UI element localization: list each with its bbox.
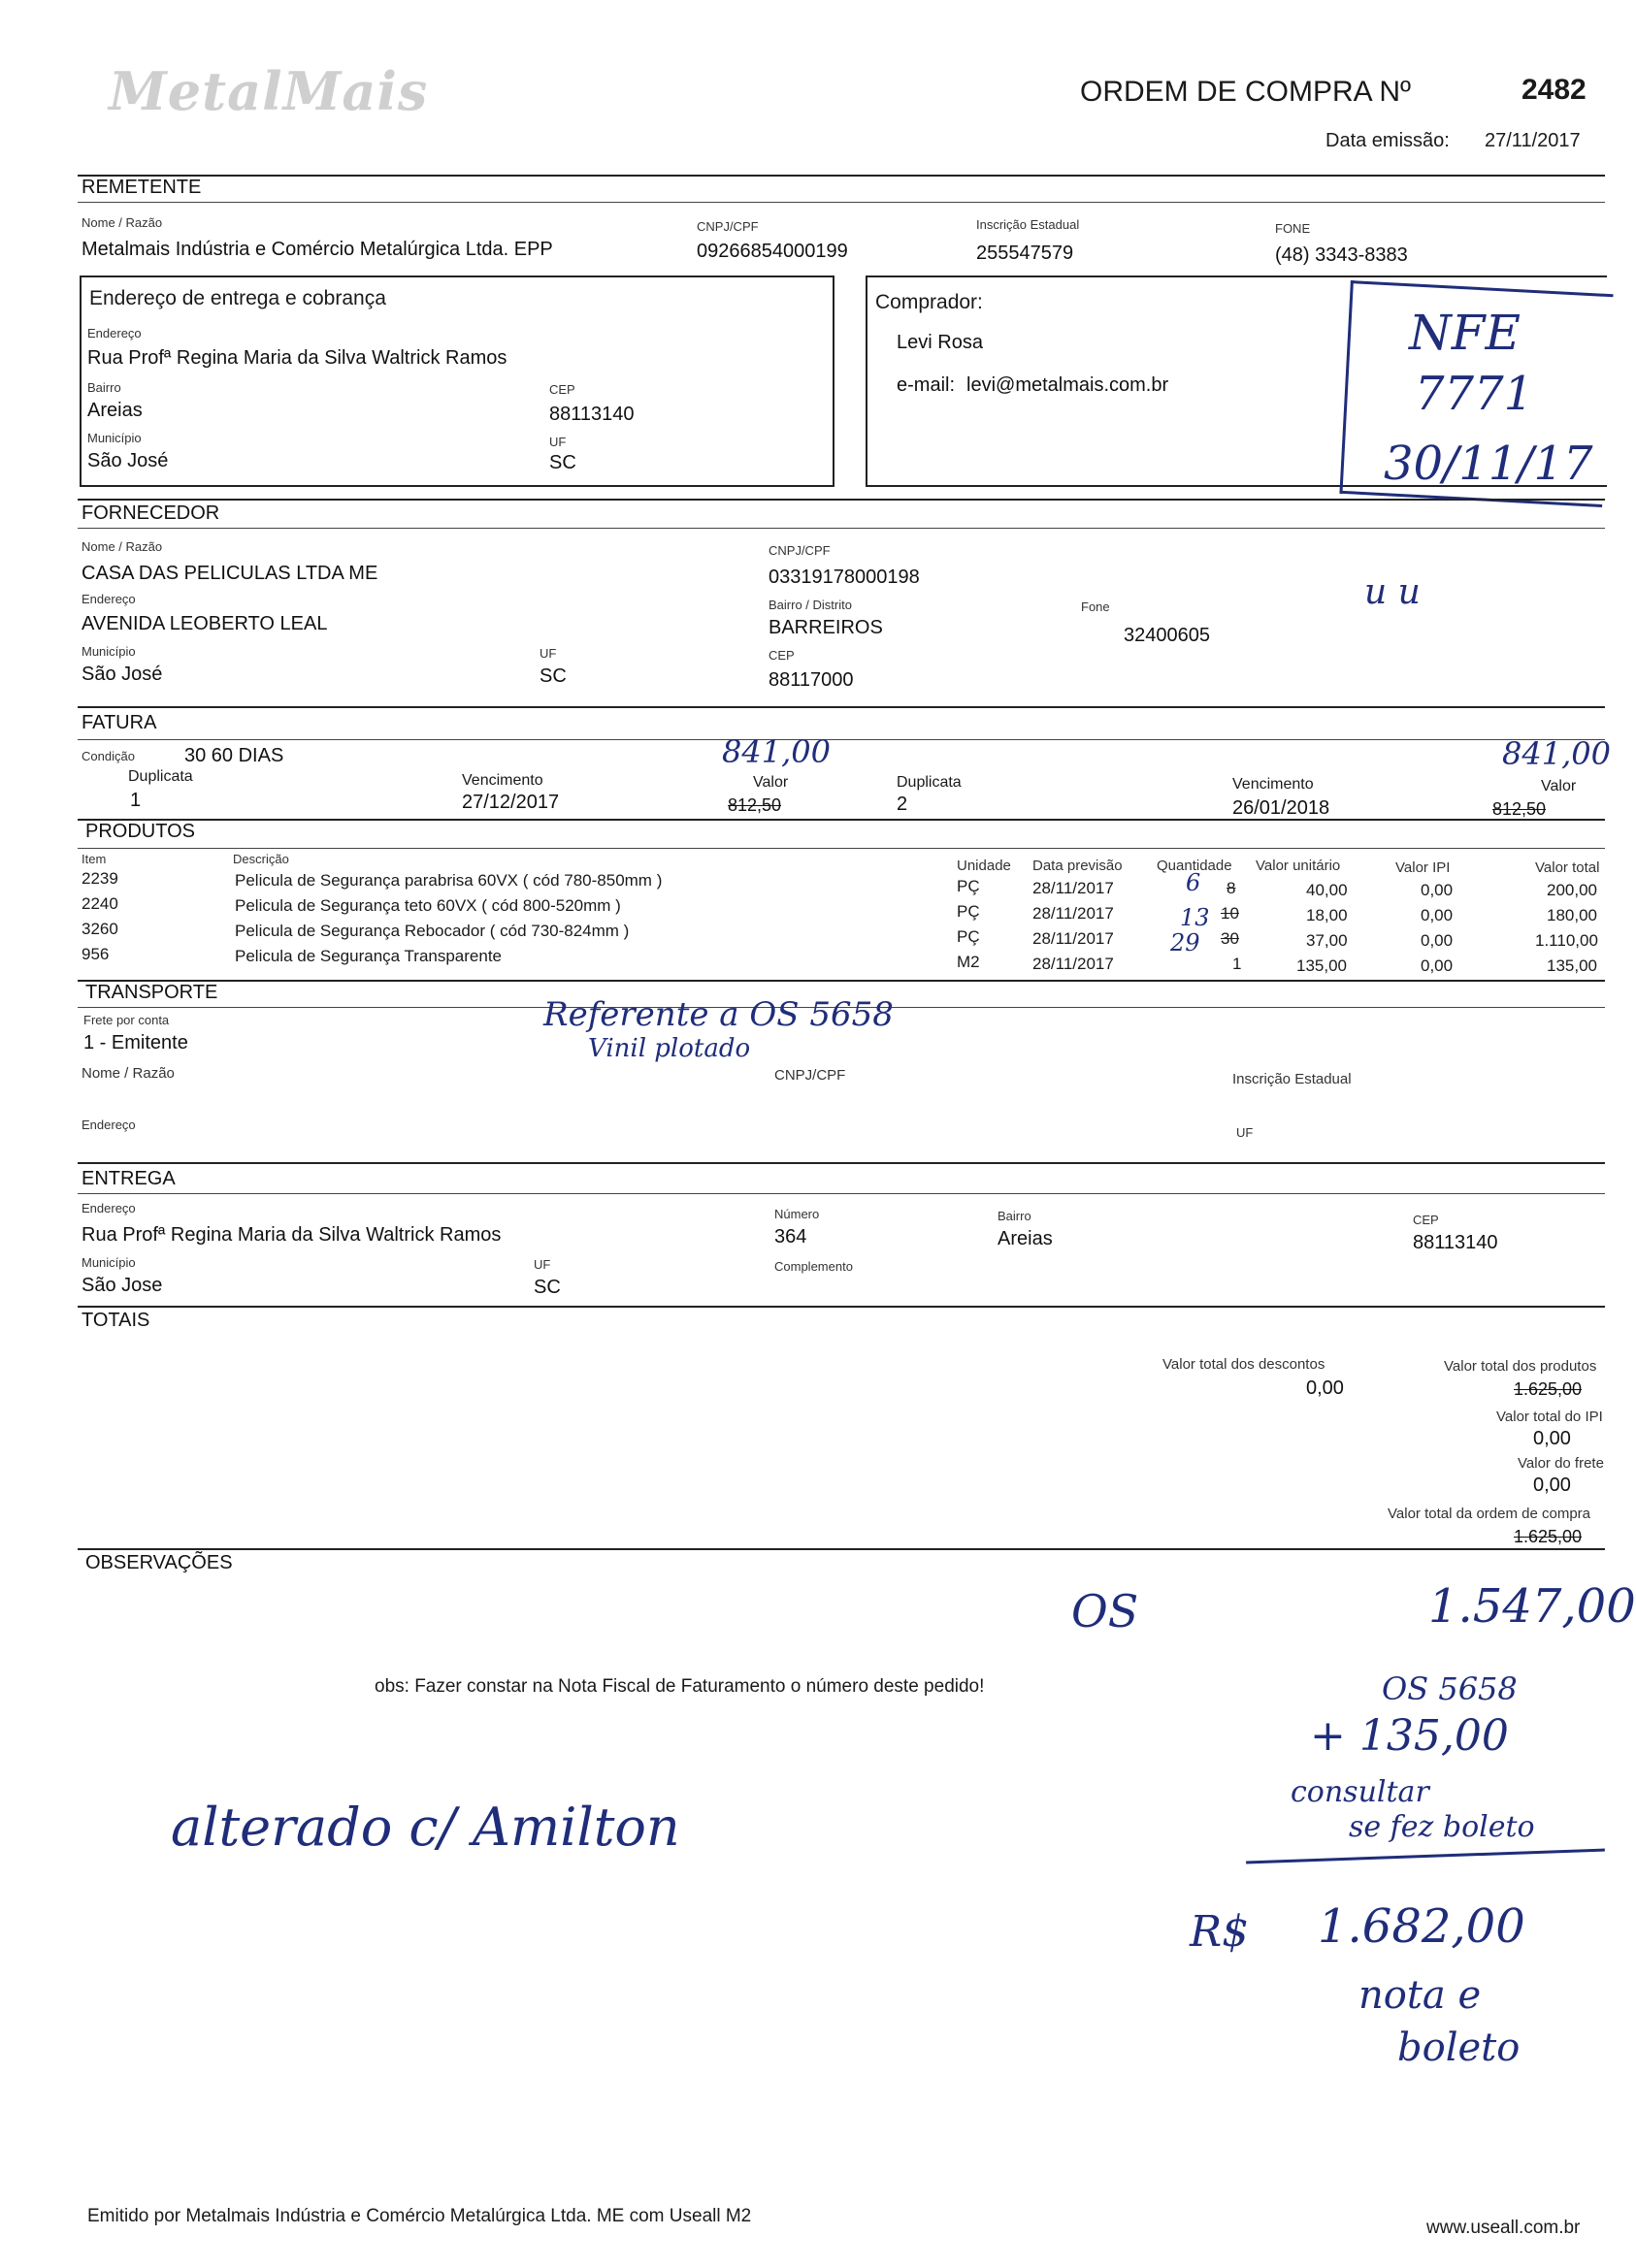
transporte-name-label: Nome / Razão bbox=[82, 1065, 175, 1082]
produtos-divider bbox=[78, 848, 1605, 849]
row4-date: 28/11/2017 bbox=[1032, 955, 1114, 973]
entrega-complement-label: Complemento bbox=[774, 1259, 853, 1274]
freight-total-label: Valor do frete bbox=[1518, 1455, 1604, 1472]
produtos-divider-top bbox=[78, 819, 1605, 821]
row2-desc: Pelicula de Segurança teto 60VX ( cód 800-520mm ) bbox=[235, 896, 621, 915]
col-date: Data previsão bbox=[1032, 858, 1123, 874]
fornecedor-cnpj: 03319178000198 bbox=[769, 567, 920, 588]
products-total-value: 1.625,00 bbox=[1514, 1379, 1583, 1399]
freight-value: 1 - Emitente bbox=[83, 1032, 188, 1053]
entrega-divider bbox=[78, 1193, 1605, 1194]
issue-date-label: Data emissão: bbox=[1325, 130, 1450, 151]
row1-qty: 8 bbox=[1227, 879, 1236, 897]
os-number-note: OS 5658 bbox=[1382, 1670, 1518, 1707]
venc2-label: Vencimento bbox=[1232, 776, 1314, 793]
remetente-phone-label: FONE bbox=[1275, 221, 1311, 236]
dup2-label: Duplicata bbox=[897, 774, 962, 791]
final-total-note: 1.682,00 bbox=[1318, 1899, 1525, 1954]
row1-date: 28/11/2017 bbox=[1032, 879, 1114, 897]
entrega-district-label: Bairro bbox=[998, 1209, 1031, 1223]
entrega-city: São Jose bbox=[82, 1275, 163, 1296]
remetente-name-label: Nome / Razão bbox=[82, 215, 163, 230]
ipi-total-value: 0,00 bbox=[1533, 1428, 1571, 1449]
nfe-label: NFE bbox=[1409, 305, 1521, 361]
buyer-email-label: e-mail: bbox=[897, 374, 956, 396]
row2-unit: PÇ bbox=[957, 902, 980, 921]
delivery-city: São José bbox=[87, 450, 169, 471]
freight-label: Frete por conta bbox=[83, 1013, 170, 1027]
entrega-heading: ENTREGA bbox=[82, 1168, 176, 1189]
delivery-city-label: Município bbox=[87, 431, 142, 445]
vinil-note: Vinil plotado bbox=[588, 1034, 751, 1063]
entrega-divider-top bbox=[78, 1162, 1605, 1164]
valor1-value: 812,50 bbox=[728, 795, 782, 815]
fornecedor-divider bbox=[78, 528, 1605, 529]
fornecedor-uf: SC bbox=[540, 665, 567, 687]
col-desc: Descrição bbox=[233, 852, 289, 866]
company-logo: MetalMais bbox=[109, 60, 429, 122]
row4-qty: 1 bbox=[1232, 955, 1242, 973]
fornecedor-uf-label: UF bbox=[540, 646, 557, 661]
handwritten-underline bbox=[1246, 1849, 1605, 1864]
dup1-value: 1 bbox=[130, 790, 142, 811]
row3-qty: 30 bbox=[1221, 929, 1239, 948]
header-divider bbox=[78, 175, 1605, 177]
products-total-label: Valor total dos produtos bbox=[1444, 1358, 1597, 1375]
fornecedor-city: São José bbox=[82, 664, 163, 685]
totais-divider-top bbox=[78, 1306, 1605, 1308]
remetente-ie-label: Inscrição Estadual bbox=[976, 217, 1080, 232]
valor2-handwritten: 841,00 bbox=[1502, 735, 1611, 772]
delivery-billing-title: Endereço de entrega e cobrança bbox=[89, 287, 386, 309]
obs-divider-top bbox=[78, 1548, 1605, 1550]
valor2-label: Valor bbox=[1541, 778, 1577, 794]
delivery-uf: SC bbox=[549, 452, 576, 473]
row3-unit-price: 37,00 bbox=[1306, 931, 1348, 950]
qty3-handwritten: 29 bbox=[1170, 929, 1200, 956]
delivery-cep: 88113140 bbox=[549, 404, 635, 425]
row3-desc: Pelicula de Segurança Rebocador ( cód 730-824mm ) bbox=[235, 922, 630, 940]
fornecedor-address-label: Endereço bbox=[82, 592, 136, 606]
observacoes-heading: OBSERVAÇÕES bbox=[85, 1552, 233, 1573]
plus-note: + 135,00 bbox=[1310, 1711, 1509, 1761]
delivery-address-label: Endereço bbox=[87, 326, 142, 340]
fornecedor-cep: 88117000 bbox=[769, 669, 854, 691]
row1-item: 2239 bbox=[82, 869, 118, 888]
delivery-district-label: Bairro bbox=[87, 380, 121, 395]
footer-website[interactable]: www.useall.com.br bbox=[1426, 2218, 1581, 2238]
referente-note: Referente a OS 5658 bbox=[543, 995, 894, 1034]
alterado-note: alterado c/ Amilton bbox=[171, 1797, 680, 1858]
buyer-title: Comprador: bbox=[875, 291, 983, 313]
row2-ipi: 0,00 bbox=[1421, 906, 1454, 924]
fornecedor-cnpj-label: CNPJ/CPF bbox=[769, 543, 831, 558]
fornecedor-divider-top bbox=[78, 499, 1605, 501]
fornecedor-address: AVENIDA LEOBERTO LEAL bbox=[82, 613, 328, 634]
col-unit-price: Valor unitário bbox=[1256, 858, 1341, 874]
transporte-cnpj-label: CNPJ/CPF bbox=[774, 1067, 846, 1084]
remetente-cnpj: 09266854000199 bbox=[697, 241, 848, 262]
row4-unit: M2 bbox=[957, 953, 980, 971]
discount-value: 0,00 bbox=[1306, 1377, 1344, 1399]
row1-unit-price: 40,00 bbox=[1306, 881, 1348, 899]
delivery-address: Rua Profª Regina Maria da Silva Waltrick Ramos bbox=[87, 347, 507, 369]
fatura-condition: 30 60 DIAS bbox=[184, 745, 284, 766]
transporte-ie-label: Inscrição Estadual bbox=[1232, 1071, 1352, 1087]
qty2-handwritten: 13 bbox=[1180, 904, 1210, 931]
fornecedor-phone: 32400605 bbox=[1124, 625, 1210, 646]
nfe-date: 30/11/17 bbox=[1384, 437, 1593, 491]
remetente-name: Metalmais Indústria e Comércio Metalúrgica Ltda. EPP bbox=[82, 239, 553, 260]
row4-unit-price: 135,00 bbox=[1296, 956, 1347, 975]
row1-desc: Pelicula de Segurança parabrisa 60VX ( cód 780-850mm ) bbox=[235, 871, 663, 890]
row4-desc: Pelicula de Segurança Transparente bbox=[235, 947, 503, 965]
valor1-handwritten: 841,00 bbox=[722, 733, 831, 770]
row3-total: 1.110,00 bbox=[1535, 931, 1598, 950]
row2-item: 2240 bbox=[82, 894, 118, 913]
order-number: 2482 bbox=[1521, 74, 1587, 106]
row3-ipi: 0,00 bbox=[1421, 931, 1454, 950]
dup1-label: Duplicata bbox=[128, 768, 193, 785]
fornecedor-cep-label: CEP bbox=[769, 648, 795, 663]
row2-total: 180,00 bbox=[1547, 906, 1597, 924]
consultar-note: consultar bbox=[1291, 1775, 1429, 1809]
fornecedor-name: CASA DAS PELICULAS LTDA ME bbox=[82, 563, 378, 584]
handwritten-initials: u u bbox=[1364, 572, 1421, 612]
transporte-heading: TRANSPORTE bbox=[85, 982, 218, 1003]
entrega-address: Rua Profª Regina Maria da Silva Waltrick Ramos bbox=[82, 1224, 502, 1246]
col-item: Item bbox=[82, 852, 107, 866]
venc1-value: 27/12/2017 bbox=[462, 792, 560, 813]
issue-date: 27/11/2017 bbox=[1485, 130, 1581, 151]
transporte-divider-top bbox=[78, 980, 1605, 982]
fatura-divider-top bbox=[78, 706, 1605, 708]
os-total-note: 1.547,00 bbox=[1428, 1579, 1636, 1634]
row4-item: 956 bbox=[82, 945, 110, 963]
row2-unit-price: 18,00 bbox=[1306, 906, 1348, 924]
entrega-cep: 88113140 bbox=[1413, 1232, 1498, 1253]
transporte-uf-label: UF bbox=[1236, 1125, 1254, 1140]
fatura-condition-label: Condição bbox=[82, 749, 135, 763]
footer-emitted-by: Emitido por Metalmais Indústria e Comércio Metalúrgica Ltda. ME com Useall M2 bbox=[87, 2206, 752, 2226]
buyer-name: Levi Rosa bbox=[897, 332, 983, 353]
buyer-email: levi@metalmais.com.br bbox=[966, 374, 1169, 396]
entrega-number: 364 bbox=[774, 1226, 807, 1247]
se-fez-boleto-note: se fez boleto bbox=[1349, 1810, 1535, 1844]
entrega-cep-label: CEP bbox=[1413, 1213, 1439, 1227]
rs-note: R$ bbox=[1190, 1907, 1250, 1957]
transporte-address-label: Endereço bbox=[82, 1118, 136, 1132]
col-unit: Unidade bbox=[957, 858, 1011, 874]
fatura-heading: FATURA bbox=[82, 712, 157, 733]
col-ipi: Valor IPI bbox=[1395, 859, 1451, 876]
fornecedor-city-label: Município bbox=[82, 644, 136, 659]
row1-total: 200,00 bbox=[1547, 881, 1597, 899]
remetente-divider bbox=[78, 202, 1605, 203]
venc1-label: Vencimento bbox=[462, 772, 543, 789]
fornecedor-district: BARREIROS bbox=[769, 617, 883, 638]
remetente-heading: REMETENTE bbox=[82, 177, 202, 198]
delivery-uf-label: UF bbox=[549, 435, 567, 449]
entrega-district: Areias bbox=[998, 1228, 1053, 1249]
delivery-district: Areias bbox=[87, 400, 143, 421]
valor1-label: Valor bbox=[753, 774, 789, 791]
remetente-ie: 255547579 bbox=[976, 243, 1074, 264]
row2-qty: 10 bbox=[1221, 904, 1239, 923]
order-total-label: Valor total da ordem de compra bbox=[1388, 1506, 1590, 1522]
freight-total-value: 0,00 bbox=[1533, 1474, 1571, 1496]
order-total-value: 1.625,00 bbox=[1514, 1527, 1583, 1546]
entrega-address-label: Endereço bbox=[82, 1201, 136, 1215]
nota-note: nota e bbox=[1358, 1973, 1482, 2018]
entrega-uf: SC bbox=[534, 1277, 561, 1298]
remetente-cnpj-label: CNPJ/CPF bbox=[697, 219, 759, 234]
valor2-value: 812,50 bbox=[1492, 799, 1547, 819]
fatura-divider bbox=[78, 739, 1605, 740]
row1-ipi: 0,00 bbox=[1421, 881, 1454, 899]
row3-item: 3260 bbox=[82, 920, 118, 938]
dup2-value: 2 bbox=[897, 794, 908, 815]
ipi-total-label: Valor total do IPI bbox=[1496, 1409, 1603, 1425]
delivery-cep-label: CEP bbox=[549, 382, 575, 397]
qty1-handwritten: 6 bbox=[1186, 869, 1201, 896]
discount-label: Valor total dos descontos bbox=[1162, 1356, 1325, 1373]
nfe-number: 7771 bbox=[1415, 367, 1534, 421]
venc2-value: 26/01/2018 bbox=[1232, 797, 1330, 819]
fornecedor-heading: FORNECEDOR bbox=[82, 502, 220, 524]
row4-ipi: 0,00 bbox=[1421, 956, 1454, 975]
fornecedor-district-label: Bairro / Distrito bbox=[769, 598, 852, 612]
row3-date: 28/11/2017 bbox=[1032, 929, 1114, 948]
remetente-phone: (48) 3343-8383 bbox=[1275, 244, 1408, 266]
row1-unit: PÇ bbox=[957, 877, 980, 895]
fornecedor-name-label: Nome / Razão bbox=[82, 539, 163, 554]
row2-date: 28/11/2017 bbox=[1032, 904, 1114, 923]
entrega-uf-label: UF bbox=[534, 1257, 551, 1272]
os-note: OS bbox=[1071, 1585, 1139, 1637]
col-total: Valor total bbox=[1535, 859, 1600, 876]
page-title: ORDEM DE COMPRA Nº bbox=[1080, 76, 1411, 108]
fornecedor-phone-label: Fone bbox=[1081, 599, 1110, 614]
entrega-city-label: Município bbox=[82, 1255, 136, 1270]
produtos-heading: PRODUTOS bbox=[85, 821, 195, 842]
boleto-note: boleto bbox=[1397, 2025, 1521, 2070]
col-qty: Quantidade bbox=[1157, 858, 1232, 874]
row4-total: 135,00 bbox=[1547, 956, 1597, 975]
row3-unit: PÇ bbox=[957, 927, 980, 946]
observacoes-note: obs: Fazer constar na Nota Fiscal de Faturamento o número deste pedido! bbox=[375, 1676, 985, 1697]
entrega-number-label: Número bbox=[774, 1207, 820, 1221]
totais-heading: TOTAIS bbox=[82, 1310, 150, 1331]
